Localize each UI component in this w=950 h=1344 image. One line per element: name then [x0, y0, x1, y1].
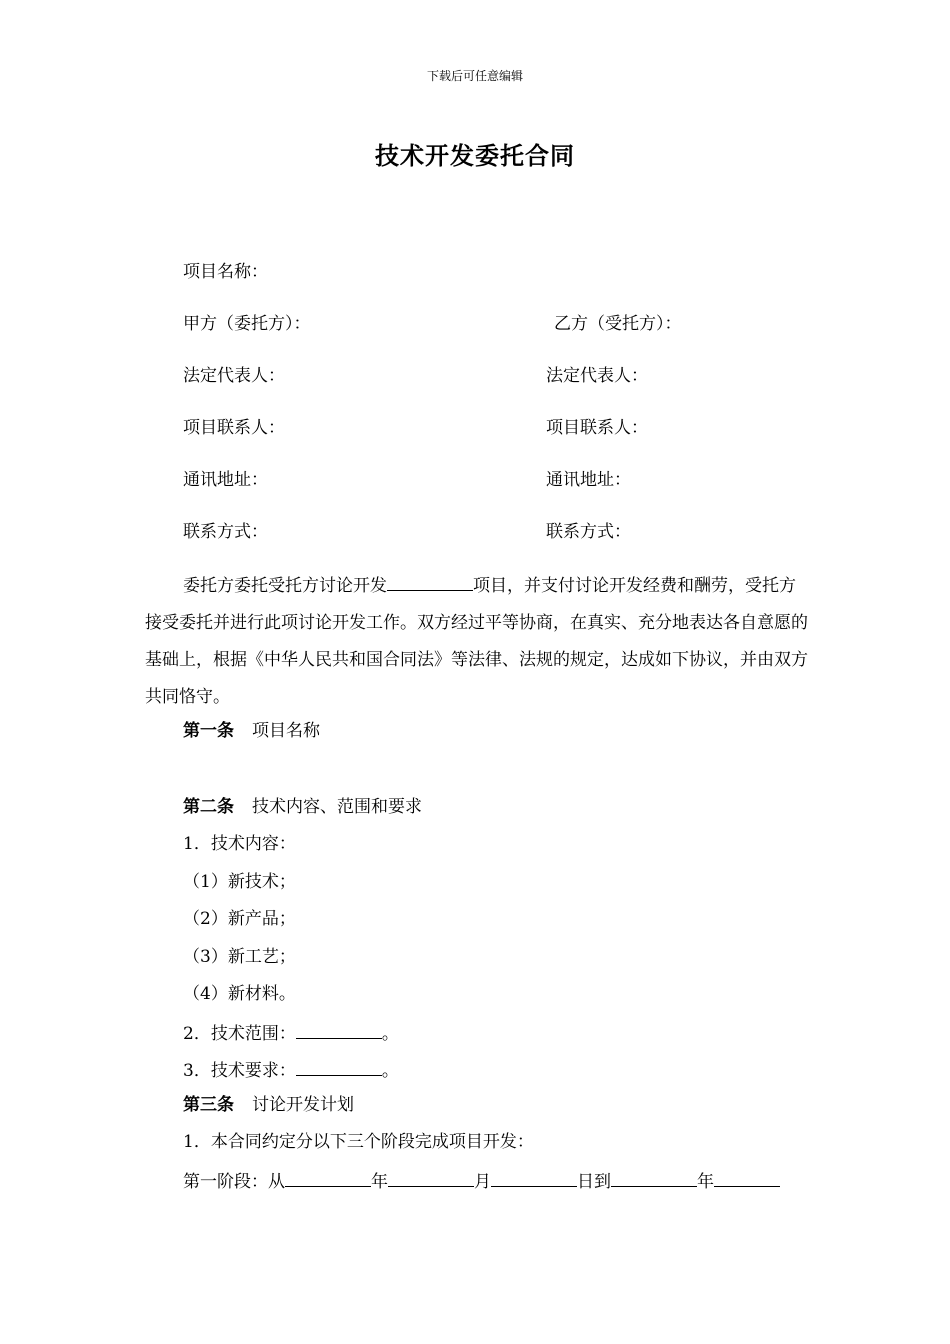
stage-1-day-to-label: 日到 [577, 1172, 611, 1192]
article-2-label: 第二条 [183, 797, 234, 817]
document-title: 技术开发委托合同 [375, 141, 575, 170]
article-2-title: 技术内容、范围和要求 [252, 797, 422, 817]
party-a-phone: 联系方式： [183, 522, 268, 542]
party-a-title: 甲方（委托方）： [183, 314, 311, 334]
article-2 [183, 796, 422, 818]
intro-paragraph [145, 568, 810, 716]
article-1-label: 第一条 [183, 721, 234, 741]
tech-content-label: 1．技术内容： [183, 834, 296, 854]
stage-1-prefix: 第一阶段：从 [183, 1172, 285, 1192]
page-header: 下载后可任意编辑 [426, 69, 523, 83]
tech-scope-blank[interactable] [296, 1020, 382, 1039]
tech-requirement-period: 。 [381, 1061, 399, 1081]
tech-scope [183, 1020, 399, 1045]
article-3 [183, 1094, 354, 1116]
article-3-label: 第三条 [183, 1095, 234, 1115]
stage-1 [183, 1168, 780, 1193]
stage-1-start-month-blank[interactable] [388, 1168, 474, 1187]
tech-requirement-blank[interactable] [296, 1057, 382, 1076]
stage-1-year-label: 年 [371, 1172, 388, 1192]
article-1 [183, 720, 320, 742]
tech-scope-period: 。 [381, 1024, 399, 1044]
party-b-title: 乙方（受托方）： [554, 314, 682, 334]
article-1-title: 项目名称 [252, 721, 320, 741]
party-b-phone: 联系方式： [546, 522, 631, 542]
tech-item-3: （3）新工艺； [183, 947, 296, 967]
tech-scope-label: 2．技术范围： [183, 1024, 296, 1044]
intro-text-1: 委托方委托受托方讨论开发 [183, 576, 387, 596]
tech-item-4: （4）新材料。 [183, 984, 296, 1004]
project-blank[interactable] [387, 572, 473, 591]
stage-1-month-label: 月 [474, 1172, 491, 1192]
intro-text-2: 项目，并支付讨论开发经费和酬劳，受托方接受委托并进行此项讨论开发工作。双方经过平等协商，在真实、充分地表达各自意愿的基础上，根据《中华人民共和国合同法》等法律、法规的规定，达成如下协议，并由双方共同恪守。 [145, 576, 808, 707]
tech-item-2: （2）新产品； [183, 909, 296, 929]
stage-1-end-year-blank[interactable] [611, 1168, 697, 1187]
stage-1-start-year-blank[interactable] [285, 1168, 371, 1187]
article-3-title: 讨论开发计划 [252, 1095, 354, 1115]
party-b-address: 通讯地址： [546, 470, 631, 490]
party-a-address: 通讯地址： [183, 470, 268, 490]
tech-requirement-label: 3．技术要求： [183, 1061, 296, 1081]
party-b-legal-rep: 法定代表人： [546, 366, 648, 386]
party-a-contact: 项目联系人： [183, 418, 285, 438]
tech-item-1: （1）新技术； [183, 872, 296, 892]
stage-1-year2-label: 年 [697, 1172, 714, 1192]
plan-item-1: 1．本合同约定分以下三个阶段完成项目开发： [183, 1132, 534, 1152]
project-name-label: 项目名称： [183, 262, 268, 282]
party-b-contact: 项目联系人： [546, 418, 648, 438]
stage-1-start-day-blank[interactable] [491, 1168, 577, 1187]
tech-requirement [183, 1057, 399, 1082]
stage-1-end-month-blank[interactable] [714, 1168, 780, 1187]
party-a-legal-rep: 法定代表人： [183, 366, 285, 386]
